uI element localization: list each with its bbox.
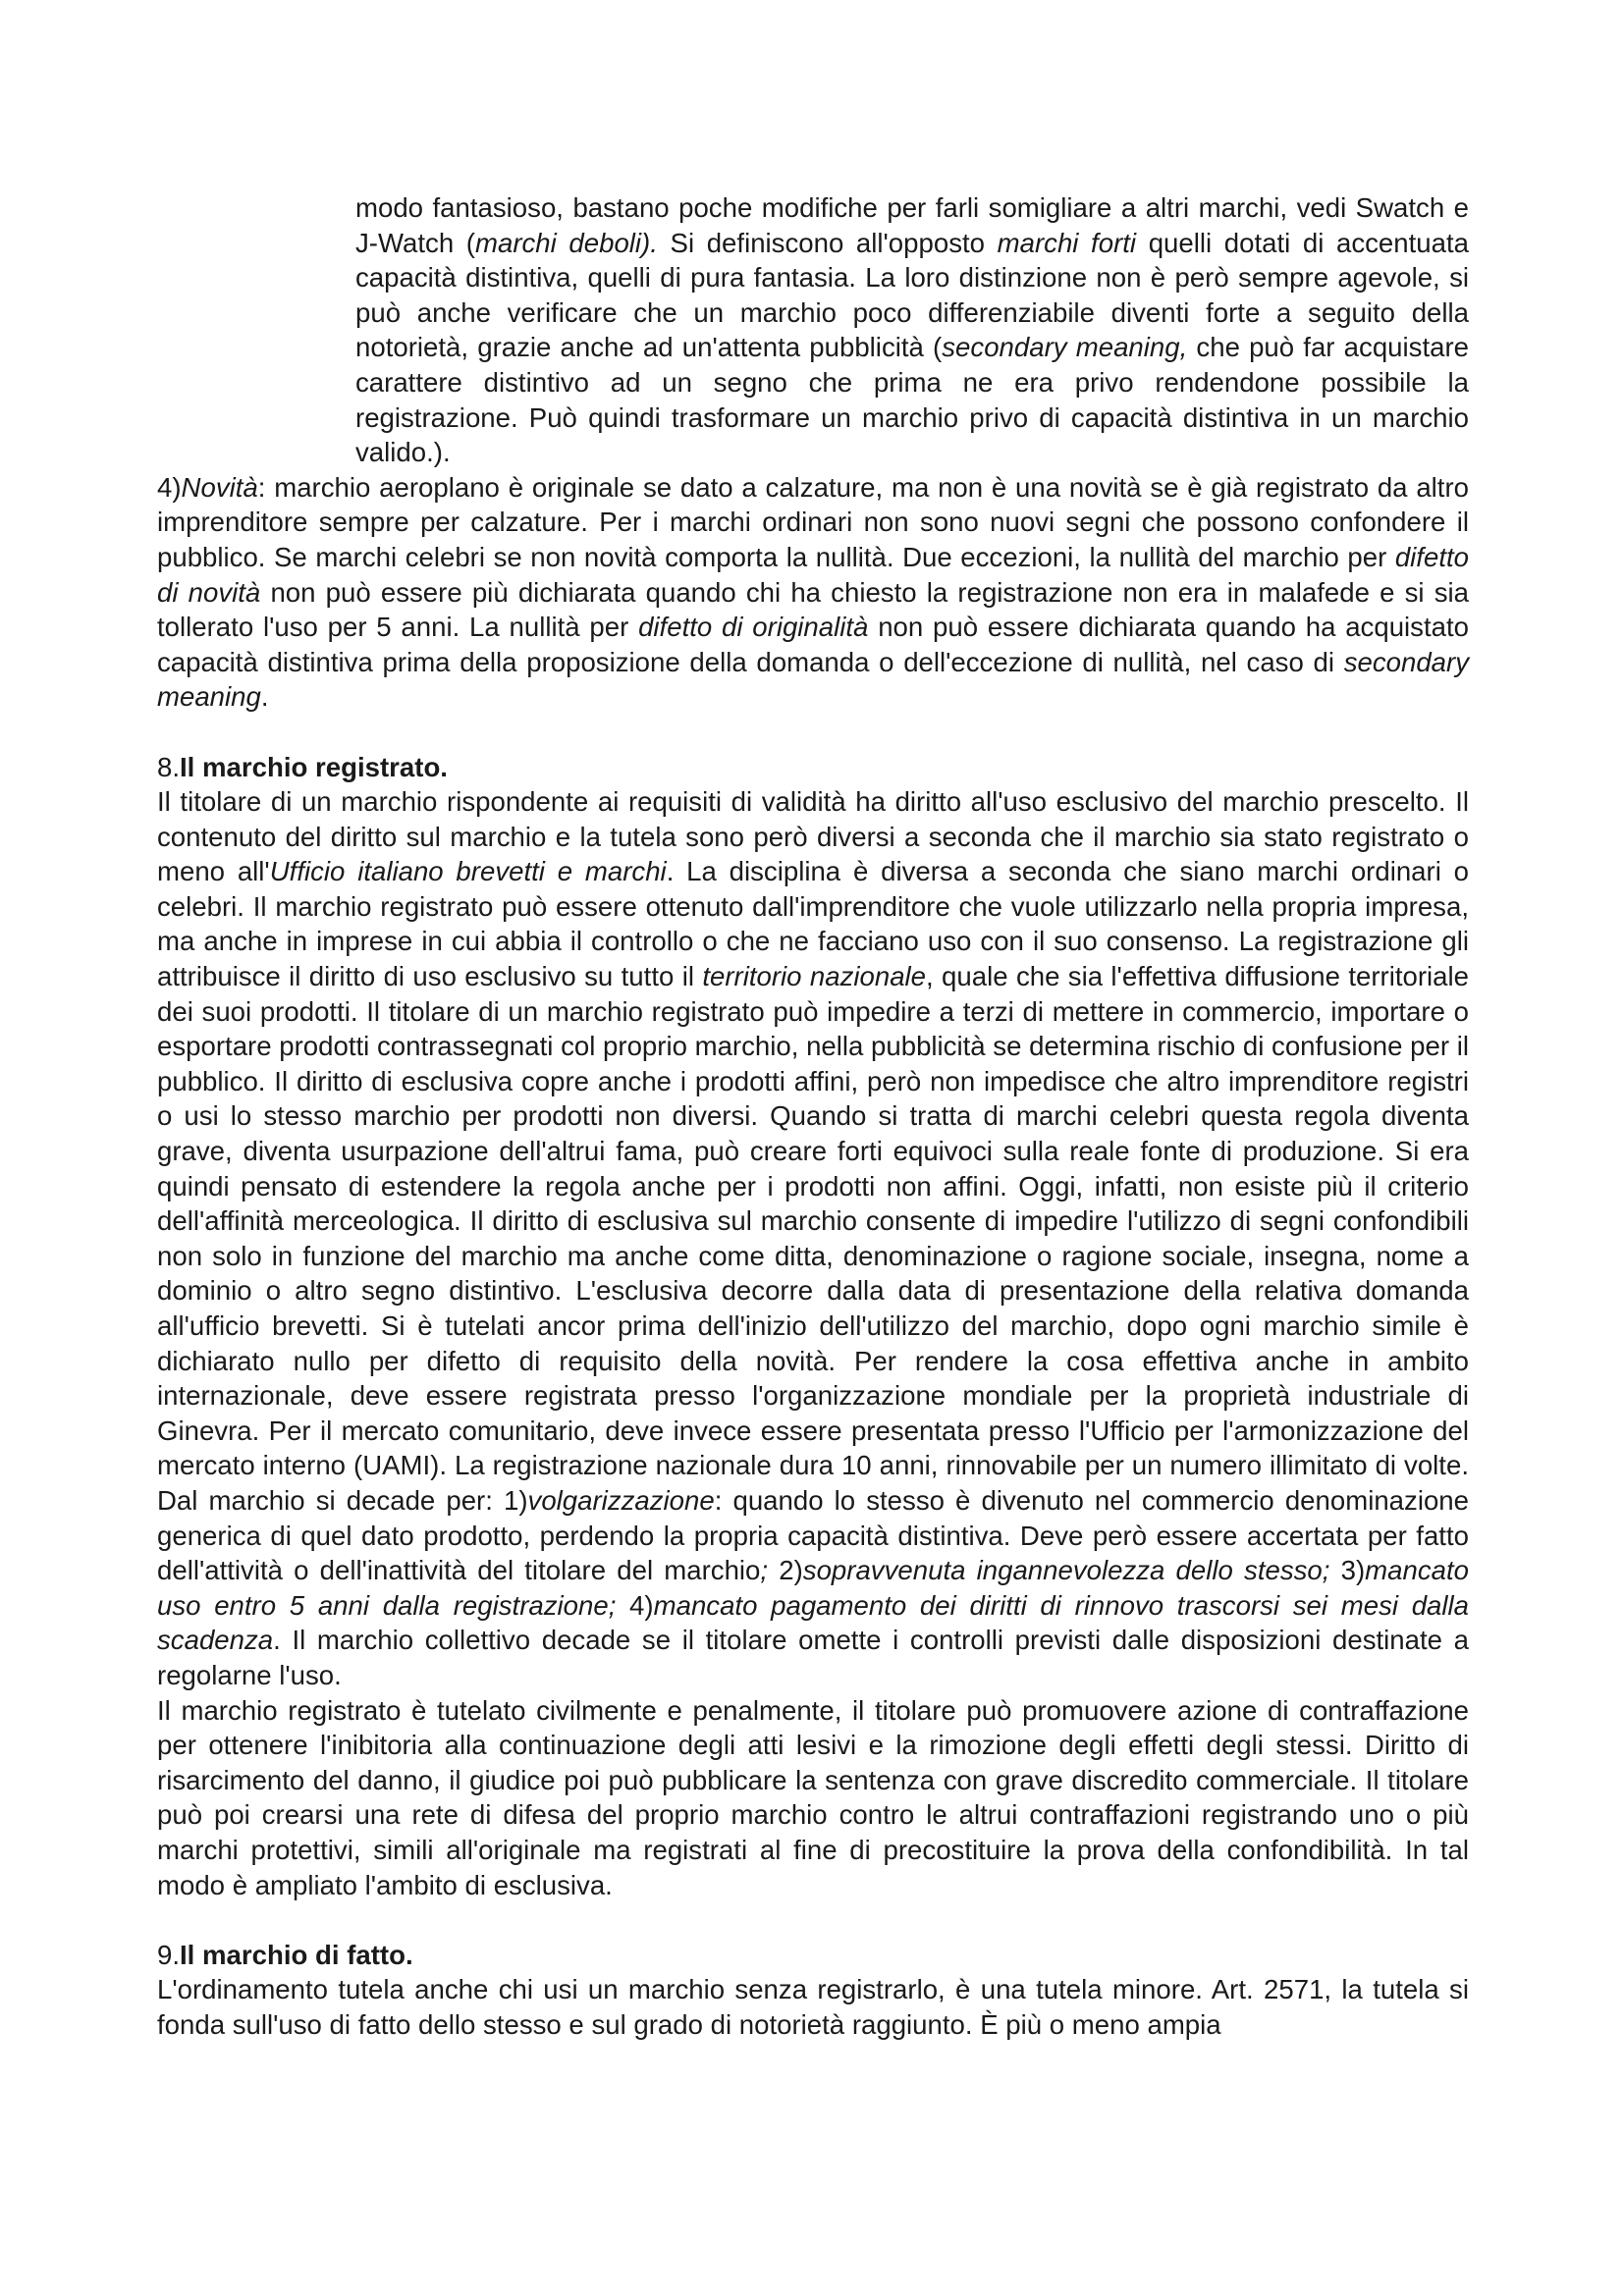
paragraph-intro-continuation bbox=[355, 190, 1469, 470]
italic-run: secondary meaning bbox=[157, 646, 1469, 713]
section-number: 9. bbox=[157, 1939, 181, 1970]
italic-run: ; bbox=[760, 1555, 780, 1586]
italic-run: secondary meaning, bbox=[942, 332, 1188, 363]
section-title: Il marchio registrato. bbox=[180, 751, 448, 782]
text-run: 4) bbox=[157, 471, 182, 503]
text-run: modo fantasioso, bastano poche modifiche per farli somigliare a altri marchi, vedi Swatch e J-Watch ( bbox=[355, 192, 1469, 258]
italic-run: marchi forti bbox=[997, 227, 1137, 258]
section-8-heading bbox=[157, 750, 1469, 785]
italic-run: territorio nazionale bbox=[702, 961, 927, 992]
text-run: 2) bbox=[779, 1555, 803, 1586]
text-run: 3) bbox=[1329, 1555, 1366, 1586]
italic-run: marchi deboli). bbox=[474, 227, 658, 258]
page-content bbox=[157, 190, 1469, 2042]
blank-line bbox=[157, 715, 1469, 750]
italic-run: difetto di novità bbox=[157, 541, 1469, 608]
italic-run: Ufficio italiano brevetti e marchi bbox=[269, 856, 667, 887]
paragraph-novita bbox=[157, 470, 1469, 715]
italic-run: Novità bbox=[181, 471, 258, 503]
text-run: . bbox=[260, 681, 269, 713]
text-run: , quale che sia l'effettiva diffusione territoriale dei suoi prodotti. Il titolare di un marchio registrato può impedire a terzi di mettere in commercio, importare o esportare prodotti contrassegnati col proprio marchio, nella pubblicità se determina rischio di confusione per il pubblico. Il diritto di esclusiva copre anche i prodotti affini, però non impedisce che altro imprenditore registri o usi lo stesso marchio per prodotti non diversi. Quando si tratta di marchi celebri questa regola diventa grave, diventa usurpazione dell'altrui fama, può creare forti equivoci sulla reale fonte di produzione. Si era quindi pensato di estendere la regola anche per i prodotti non affini. Oggi, infatti, non esiste più il criterio dell'affinità merceologica. Il diritto di esclusiva sul marchio consente di impedire l'utilizzo di segni confondibili non solo in funzione del marchio ma anche come ditta, denominazione o ragione sociale, insegna, nome a dominio o altro segno distintivo. L'esclusiva decorre dalla data di presentazione della relativa domanda all'ufficio brevetti. Si è tutelati ancor prima dell'inizio dell'utilizzo del marchio, dopo ogni marchio simile è dichiarato nullo per difetto di requisito della novità. Per rendere la cosa effettiva anche in ambito internazionale, deve essere registrata presso l'organizzazione mondiale per la proprietà industriale di Ginevra. Per il mercato comunitario, deve invece essere presentata presso l'Ufficio per l'armonizzazione del mercato interno (UAMI). La registrazione nazionale dura 10 anni, rinnovabile per un numero illimitato di volte. Dal marchio si decade per: 1) bbox=[157, 961, 1469, 1516]
text-run: non può essere più dichiarata quando chi ha chiesto la registrazione non era in malafede e si sia tollerato l'uso per 5 anni. La nullità per bbox=[157, 576, 1470, 643]
text-run: . Il marchio collettivo decade se il titolare omette i controlli previsti dalle disposizioni destinate a regolarne l'uso. bbox=[157, 1625, 1469, 1690]
text-run: Il titolare di un marchio rispondente ai requisiti di validità ha diritto all'uso esclusivo del marchio prescelto. Il contenuto del diritto sul marchio e la tutela sono però diversi a seconda che il marchio sia stato registrato o meno all' bbox=[157, 786, 1469, 887]
blank-line bbox=[157, 1902, 1469, 1938]
text-run: : marchio aeroplano è originale se dato a calzature, ma non è una novità se è già registrato da altro imprenditore sempre per calzature. Per i marchi ordinari non sono nuovi segni che possono confondere il pubblico. Se marchi celebri se non novità comporta la nullità. Due eccezioni, la nullità del marchio per bbox=[157, 471, 1469, 572]
italic-run: sopravvenuta ingannevolezza dello stesso; bbox=[802, 1555, 1330, 1586]
italic-run: difetto di originalità bbox=[638, 612, 869, 643]
paragraph-section8-2: Il marchio registrato è tutelato civilmente e penalmente, il titolare può promuovere azione di contraffazione per ottenere l'inibitoria alla continuazione degli atti lesivi e la rimozione degli effetti degli stessi. Diritto di risarcimento del danno, il giudice poi può pubblicare la sentenza con grave discredito commerciale. Il titolare può poi crearsi una rete di difesa del proprio marchio contro le altrui contraffazioni registrando uno o più marchi protettivi, simili all'originale ma registrati al fine di precostituire la prova della confondibilità. In tal modo è ampliato l'ambito di esclusiva. bbox=[157, 1694, 1469, 1900]
text-run: quelli dotati di accentuata capacità distintiva, quelli di pura fantasia. La loro distinzione non è però sempre agevole, si può anche verificare che un marchio poco differenziabile diventi forte a seguito della notorietà, grazie anche ad un'attenta pubblicità ( bbox=[355, 227, 1469, 363]
text-run: non può essere dichiarata quando ha acquistato capacità distintiva prima della proposizione della domanda o dell'eccezione di nullità, nel caso di bbox=[157, 612, 1469, 677]
italic-run: mancato pagamento dei diritti di rinnovo trascorsi sei mesi dalla scadenza bbox=[157, 1589, 1469, 1656]
italic-run: volgarizzazione bbox=[527, 1484, 715, 1516]
text-run: Si definiscono all'opposto bbox=[657, 227, 998, 258]
italic-run: mancato uso entro 5 anni dalla registrazione; bbox=[157, 1555, 1470, 1621]
section-title: Il marchio di fatto. bbox=[180, 1939, 413, 1970]
text-run: 4) bbox=[616, 1589, 654, 1621]
paragraph-section8-1 bbox=[157, 784, 1469, 1692]
text-run: . La disciplina è diversa a seconda che siano marchi ordinari o celebri. Il marchio registrato può essere ottenuto dall'imprenditore che vuole utilizzarlo nella propria impresa, ma anche in imprese in cui abbia il controllo o che ne facciano uso con il suo consenso. La registrazione gli attribuisce il diritto di uso esclusivo su tutto il bbox=[157, 856, 1469, 992]
text-run: che può far acquistare carattere distintivo ad un segno che prima ne era privo rendendone possibile la registrazione. Può quindi trasformare un marchio privo di capacità distintiva in un marchio valido.). bbox=[355, 332, 1469, 468]
section-number: 8. bbox=[157, 751, 181, 782]
section-9-heading bbox=[157, 1938, 1469, 1973]
text-run: : quando lo stesso è divenuto nel commercio denominazione generica di quel dato prodotto, perdendo la propria capacità distintiva. Deve però essere accertata per fatto dell'attività o dell'inattività del titolare del marchio bbox=[157, 1484, 1469, 1586]
paragraph-section9-1: L'ordinamento tutela anche chi usi un marchio senza registrarlo, è una tutela minore. Art. 2571, la tutela si fonda sull'uso di fatto dello stesso e sul grado di notorietà raggiunto. È più o meno ampia bbox=[157, 1974, 1469, 2040]
